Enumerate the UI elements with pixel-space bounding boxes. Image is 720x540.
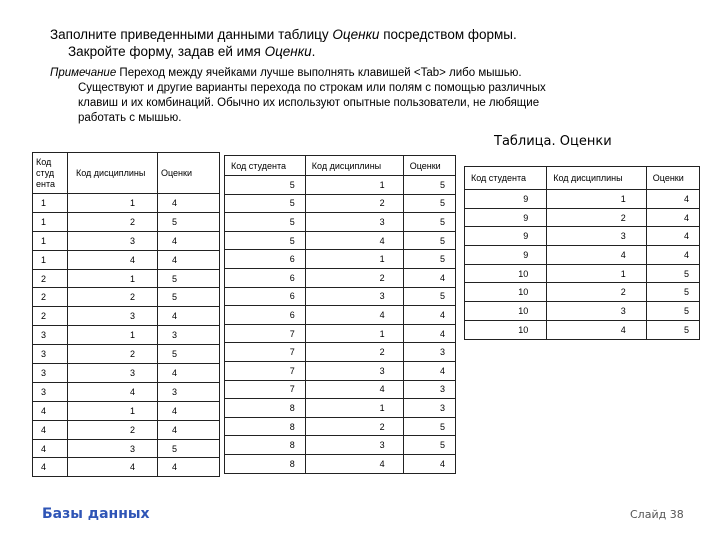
table-row (225, 306, 456, 325)
table-row (33, 420, 220, 439)
table-row (225, 380, 456, 399)
table-row (465, 264, 700, 283)
table-row (33, 458, 220, 477)
table-cell: 4 (305, 306, 403, 325)
table-cell: 2 (33, 269, 68, 288)
table-cell: 1 (305, 324, 403, 343)
table-header-row (465, 167, 700, 190)
table-cell: 4 (646, 227, 699, 246)
table-cell: 6 (225, 287, 306, 306)
table-cell: 9 (465, 208, 547, 227)
table-cell: 4 (547, 246, 647, 265)
table-cell: 8 (225, 399, 306, 418)
table-row (225, 454, 456, 473)
table-cell: 5 (646, 264, 699, 283)
table-cell: 4 (305, 380, 403, 399)
table-cell: 10 (465, 283, 547, 302)
table-cell: 1 (305, 176, 403, 195)
table-cell: 8 (225, 454, 306, 473)
table-cell: 5 (225, 176, 306, 195)
table-cell: 4 (158, 401, 220, 420)
table-cell: 3 (403, 343, 455, 362)
note-text: Примечание Переход между ячейками лучше выполнять клавишей <Tab> либо мышью. Существуют и другие варианты перехода по строкам или полям с помощью различных клавиш и их комбинаций. Обычно их используют опытные пользователи, не любящие работать с мышью. (50, 67, 546, 124)
column-header-student: Код студента (465, 167, 547, 190)
table-cell: 4 (646, 190, 699, 209)
table-cell: 5 (225, 194, 306, 213)
table-cell: 5 (403, 194, 455, 213)
table-cell: 3 (305, 213, 403, 232)
table-cell: 2 (305, 194, 403, 213)
table-row (465, 283, 700, 302)
table-cell: 4 (68, 458, 158, 477)
table-row (225, 250, 456, 269)
table-row (33, 212, 220, 231)
table-cell: 1 (33, 212, 68, 231)
table-cell: 5 (646, 320, 699, 339)
table-cell: 5 (225, 231, 306, 250)
table-row (465, 246, 700, 265)
table-row (225, 176, 456, 195)
column-header-grade: Оценки (403, 156, 455, 176)
table-body (225, 176, 456, 474)
grades-table-3 (464, 166, 700, 340)
column-header-discipline: Код дисциплины (305, 156, 403, 176)
table-cell: 3 (68, 439, 158, 458)
table-cell: 10 (465, 264, 547, 283)
table-cell: 5 (646, 283, 699, 302)
table-row (33, 269, 220, 288)
table-row (225, 399, 456, 418)
table-cell: 3 (403, 380, 455, 399)
task-text (50, 26, 670, 60)
table-row (33, 382, 220, 401)
table-cell: 2 (33, 288, 68, 307)
table-row (33, 401, 220, 420)
table-cell: 3 (68, 364, 158, 383)
table-cell: 4 (403, 306, 455, 325)
table-row (225, 287, 456, 306)
table-cell: 3 (305, 287, 403, 306)
table-row (33, 288, 220, 307)
table-cell: 4 (547, 320, 647, 339)
table-cell: 4 (158, 250, 220, 269)
table-cell: 4 (403, 324, 455, 343)
table-cell: 3 (305, 361, 403, 380)
table-cell: 1 (68, 326, 158, 345)
table-cell: 5 (403, 176, 455, 195)
table-cell: 5 (158, 345, 220, 364)
table-row (225, 268, 456, 287)
table-cell: 4 (158, 231, 220, 250)
table-row (465, 227, 700, 246)
grades-table-1 (32, 152, 220, 477)
table-cell: 4 (305, 231, 403, 250)
table-row (225, 324, 456, 343)
table-cell: 4 (33, 458, 68, 477)
table-cell: 2 (33, 307, 68, 326)
table-cell: 5 (403, 436, 455, 455)
table-cell: 3 (158, 382, 220, 401)
table-cell: 4 (158, 458, 220, 477)
table-row (33, 326, 220, 345)
table-cell: 4 (68, 250, 158, 269)
table-cell: 3 (33, 326, 68, 345)
table-cell: 6 (225, 250, 306, 269)
table-cell: 3 (158, 326, 220, 345)
table-cell: 4 (646, 208, 699, 227)
table-cell: 2 (305, 417, 403, 436)
table-row (465, 190, 700, 209)
table-cell: 4 (33, 439, 68, 458)
table-cell: 7 (225, 361, 306, 380)
table-cell: 4 (646, 246, 699, 265)
table-row (225, 417, 456, 436)
table-row (225, 343, 456, 362)
table-row (33, 194, 220, 213)
table-cell: 3 (33, 364, 68, 383)
table-cell: 2 (305, 343, 403, 362)
table-cell: 1 (33, 194, 68, 213)
table-cell: 4 (158, 307, 220, 326)
table-cell: 1 (305, 399, 403, 418)
table-cell: 5 (225, 213, 306, 232)
slide-number: Слайд 38 (630, 508, 684, 521)
table-header-row (225, 156, 456, 176)
table-cell: 2 (68, 212, 158, 231)
table-cell: 2 (547, 283, 647, 302)
table-cell: 2 (68, 288, 158, 307)
table-cell: 4 (158, 420, 220, 439)
table-row (465, 302, 700, 321)
table-cell: 5 (158, 269, 220, 288)
table-cell: 5 (403, 287, 455, 306)
table-cell: 7 (225, 324, 306, 343)
table-cell: 1 (68, 401, 158, 420)
table-cell: 5 (403, 213, 455, 232)
note-label: Примечание (50, 67, 117, 79)
table-caption: Таблица. Оценки (494, 134, 612, 149)
table-cell: 5 (646, 302, 699, 321)
table-cell: 8 (225, 417, 306, 436)
table-cell: 2 (68, 420, 158, 439)
table-cell: 4 (158, 194, 220, 213)
table-body (465, 190, 700, 340)
table-row (33, 364, 220, 383)
task-line-2: Закройте форму, задав ей имя Оценки. (68, 44, 316, 59)
table-cell: 4 (33, 401, 68, 420)
table-row (33, 307, 220, 326)
table-cell: 3 (33, 382, 68, 401)
table-row (465, 208, 700, 227)
table-row (225, 231, 456, 250)
table-cell: 4 (158, 364, 220, 383)
table-cell: 1 (305, 250, 403, 269)
table-cell: 10 (465, 302, 547, 321)
table-body (33, 194, 220, 477)
table-cell: 2 (547, 208, 647, 227)
table-cell: 3 (33, 345, 68, 364)
table-cell: 3 (403, 399, 455, 418)
table-row (33, 250, 220, 269)
table-row (225, 361, 456, 380)
table-cell: 5 (403, 231, 455, 250)
table-cell: 3 (547, 227, 647, 246)
table-row (225, 213, 456, 232)
column-header-grade: Оценки (158, 153, 220, 194)
table-cell: 4 (305, 454, 403, 473)
column-header-grade: Оценки (646, 167, 699, 190)
table-cell: 1 (68, 269, 158, 288)
column-header-student: Код студ ента (33, 153, 68, 194)
table-row (225, 436, 456, 455)
table-header-row (33, 153, 220, 194)
column-header-discipline: Код дисциплины (68, 153, 158, 194)
table-cell: 7 (225, 380, 306, 399)
table-cell: 7 (225, 343, 306, 362)
table-cell: 3 (305, 436, 403, 455)
table-cell: 4 (33, 420, 68, 439)
footer-course-title: Базы данных (42, 506, 150, 522)
table-cell: 3 (68, 307, 158, 326)
table-cell: 3 (547, 302, 647, 321)
table-cell: 6 (225, 268, 306, 287)
table-cell: 5 (403, 417, 455, 436)
column-header-student: Код студента (225, 156, 306, 176)
table-cell: 1 (33, 250, 68, 269)
table-row (33, 439, 220, 458)
table-cell: 3 (68, 231, 158, 250)
table-cell: 9 (465, 190, 547, 209)
table-row (225, 194, 456, 213)
table-cell: 9 (465, 227, 547, 246)
table-cell: 4 (68, 382, 158, 401)
table-row (33, 231, 220, 250)
grades-table-2 (224, 155, 456, 474)
table-cell: 5 (158, 288, 220, 307)
table-cell: 5 (403, 250, 455, 269)
table-cell: 2 (305, 268, 403, 287)
table-cell: 1 (547, 190, 647, 209)
table-row (465, 320, 700, 339)
table-cell: 10 (465, 320, 547, 339)
task-line-1: Заполните приведенными данными таблицу Оценки посредством формы. (50, 27, 517, 42)
table-cell: 6 (225, 306, 306, 325)
table-cell: 4 (403, 268, 455, 287)
table-cell: 5 (158, 212, 220, 231)
table-cell: 1 (33, 231, 68, 250)
table-cell: 2 (68, 345, 158, 364)
table-cell: 9 (465, 246, 547, 265)
table-row (33, 345, 220, 364)
column-header-discipline: Код дисциплины (547, 167, 647, 190)
table-cell: 1 (68, 194, 158, 213)
table-cell: 4 (403, 361, 455, 380)
table-cell: 1 (547, 264, 647, 283)
table-cell: 5 (158, 439, 220, 458)
table-cell: 4 (403, 454, 455, 473)
table-cell: 8 (225, 436, 306, 455)
